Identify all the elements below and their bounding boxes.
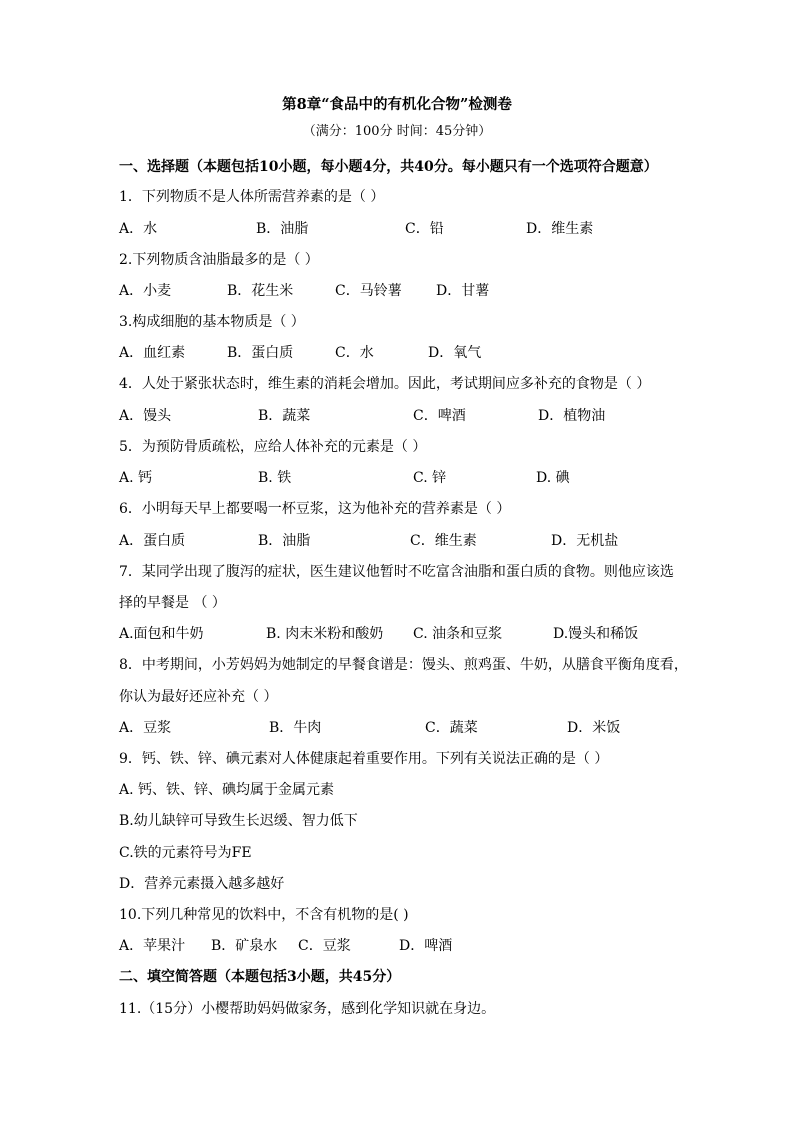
section-heading-fill-in: 二、填空简答题（本题包括3小题，共45分）	[119, 969, 401, 985]
question-8-option-c: C．蔬菜	[425, 720, 478, 736]
question-7-option-b: B. 肉末米粉和酸奶	[266, 626, 384, 642]
question-7-stem-line-2: 择的早餐是 （ ）	[119, 595, 226, 611]
question-8-option-d: D．米饭	[567, 720, 621, 736]
question-11-stem: 11.（15分）小樱帮助妈妈做家务，感到化学知识就在身边。	[119, 1001, 496, 1017]
question-8-stem-line-2: 你认为最好还应补充（ ）	[119, 689, 278, 705]
question-3-stem: 3.构成细胞的基本物质是（ ）	[119, 314, 305, 330]
question-5-option-a: A. 钙	[119, 470, 153, 486]
question-7-stem-line-1: 7．某同学出现了腹泻的症状，医生建议他暂时不吃富含油脂和蛋白质的食物。则他应该选	[119, 564, 674, 580]
question-9-stem: 9．钙、铁、锌、碘元素对人体健康起着重要作用。下列有关说法正确的是（ ）	[119, 751, 609, 767]
question-9-option-d: D．营养元素摄入越多越好	[119, 876, 285, 892]
question-5-option-d: D. 碘	[536, 470, 570, 486]
question-6-option-c: C．维生素	[410, 533, 477, 549]
question-8-option-b: B．牛肉	[269, 720, 322, 736]
question-10-option-d: D．啤酒	[399, 938, 453, 954]
question-4-option-b: B．蔬菜	[258, 408, 311, 424]
question-5-option-c: C. 锌	[413, 470, 447, 486]
question-10-option-b: B．矿泉水	[211, 938, 278, 954]
page-subtitle: （满分：100分 时间：45分钟）	[302, 124, 492, 139]
question-7-option-d: D.馒头和稀饭	[553, 626, 639, 642]
question-3-option-a: A．血红素	[119, 345, 186, 361]
question-1-option-a: A．水	[119, 221, 158, 237]
question-4-option-a: A．馒头	[119, 408, 172, 424]
question-1-stem: 1．下列物质不是人体所需营养素的是（ ）	[119, 189, 385, 205]
section-heading-choice: 一、选择题（本题包括10小题，每小题4分，共40分。每小题只有一个选项符合题意）	[119, 159, 658, 175]
question-9-option-a: A. 钙、铁、锌、碘均属于金属元素	[119, 782, 335, 798]
question-4-stem: 4．人处于紧张状态时，维生素的消耗会增加。因此，考试期间应多补充的食物是（ ）	[119, 376, 651, 392]
question-2-option-c: C．马铃薯	[335, 283, 402, 299]
question-10-stem: 10.下列几种常见的饮料中，不含有机物的是( )	[119, 907, 409, 923]
question-9-option-b: B.幼儿缺锌可导致生长迟缓、智力低下	[119, 813, 358, 829]
question-4-option-c: C．啤酒	[413, 408, 466, 424]
question-2-option-b: B．花生米	[227, 283, 294, 299]
question-2-stem: 2.下列物质含油脂最多的是（ ）	[119, 252, 319, 268]
question-7-option-c: C. 油条和豆浆	[413, 626, 503, 642]
question-6-option-b: B．油脂	[258, 533, 311, 549]
question-2-option-d: D．甘薯	[436, 283, 490, 299]
question-10-option-a: A．苹果汁	[119, 938, 186, 954]
question-6-option-d: D．无机盐	[551, 533, 619, 549]
question-8-stem-line-1: 8．中考期间，小芳妈妈为她制定的早餐食谱是：馒头、煎鸡蛋、牛奶，从膳食平衡角度看，	[119, 657, 688, 673]
question-3-option-b: B．蛋白质	[227, 345, 294, 361]
question-8-option-a: A．豆浆	[119, 720, 172, 736]
question-6-option-a: A．蛋白质	[119, 533, 186, 549]
question-9-option-c: C.铁的元素符号为FE	[119, 845, 252, 861]
question-7-option-a: A.面包和牛奶	[119, 626, 204, 642]
question-5-option-b: B. 铁	[258, 470, 292, 486]
question-6-stem: 6．小明每天早上都要喝一杯豆浆，这为他补充的营养素是（ ）	[119, 501, 511, 517]
question-1-option-b: B．油脂	[256, 221, 309, 237]
page-title: 第8章“食品中的有机化合物”检测卷	[282, 96, 512, 113]
question-2-option-a: A．小麦	[119, 283, 172, 299]
question-10-option-c: C．豆浆	[298, 938, 351, 954]
question-1-option-c: C．铅	[405, 221, 444, 237]
question-3-option-d: D．氧气	[428, 345, 482, 361]
question-4-option-d: D．植物油	[538, 408, 606, 424]
question-3-option-c: C．水	[335, 345, 374, 361]
question-5-stem: 5．为预防骨质疏松，应给人体补充的元素是（ ）	[119, 439, 427, 455]
question-1-option-d: D．维生素	[526, 221, 594, 237]
